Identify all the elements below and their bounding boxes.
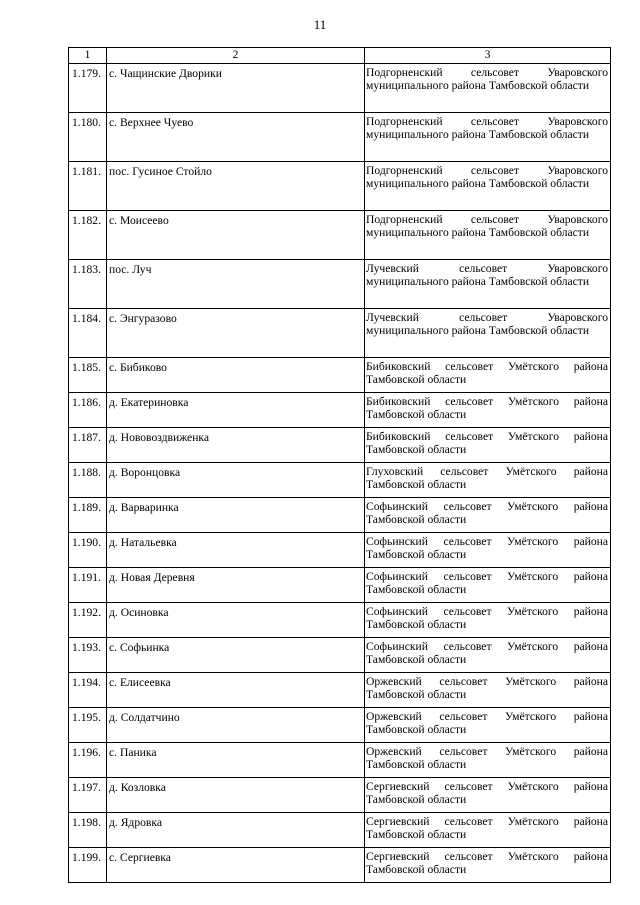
row-number: 1.198. bbox=[69, 813, 107, 848]
municipality-name: Софьинский сельсовет Умётского района Тамбовской области bbox=[365, 638, 611, 673]
municipality-name: Софьинский сельсовет Умётского района Тамбовской области bbox=[365, 533, 611, 568]
row-number: 1.196. bbox=[69, 743, 107, 778]
row-number: 1.180. bbox=[69, 113, 107, 162]
municipality-name: Сергиевский сельсовет Умётского района Тамбовской области bbox=[365, 848, 611, 883]
settlement-name: с. Софьинка bbox=[107, 638, 365, 673]
table-row bbox=[69, 638, 611, 673]
municipality-name: Подгорненский сельсовет Уваровского муниципального района Тамбовской области bbox=[365, 64, 611, 113]
municipality-name: Подгорненский сельсовет Уваровского муниципального района Тамбовской области bbox=[365, 162, 611, 211]
settlement-name: пос. Луч bbox=[107, 260, 365, 309]
settlement-name: с. Бибиково bbox=[107, 358, 365, 393]
settlement-name: д. Ядровка bbox=[107, 813, 365, 848]
table-row bbox=[69, 498, 611, 533]
municipality-name: Оржевский сельсовет Умётского района Тамбовской области bbox=[365, 673, 611, 708]
municipality-name: Сергиевский сельсовет Умётского района Тамбовской области bbox=[365, 778, 611, 813]
table-row bbox=[69, 393, 611, 428]
row-number: 1.194. bbox=[69, 673, 107, 708]
row-number: 1.195. bbox=[69, 708, 107, 743]
settlement-name: с. Верхнее Чуево bbox=[107, 113, 365, 162]
table-row bbox=[69, 211, 611, 260]
table-row bbox=[69, 113, 611, 162]
settlement-name: с. Моисеево bbox=[107, 211, 365, 260]
municipality-name: Бибиковский сельсовет Умётского района Тамбовской области bbox=[365, 428, 611, 463]
row-number: 1.179. bbox=[69, 64, 107, 113]
municipality-name: Бибиковский сельсовет Умётского района Тамбовской области bbox=[365, 358, 611, 393]
settlement-name: с. Энгуразово bbox=[107, 309, 365, 358]
table-row bbox=[69, 778, 611, 813]
row-number: 1.192. bbox=[69, 603, 107, 638]
row-number: 1.193. bbox=[69, 638, 107, 673]
row-number: 1.190. bbox=[69, 533, 107, 568]
row-number: 1.197. bbox=[69, 778, 107, 813]
row-number: 1.184. bbox=[69, 309, 107, 358]
row-number: 1.182. bbox=[69, 211, 107, 260]
municipality-name: Глуховский сельсовет Умётского района Тамбовской области bbox=[365, 463, 611, 498]
table-row bbox=[69, 673, 611, 708]
row-number: 1.199. bbox=[69, 848, 107, 883]
table-header-row bbox=[69, 48, 611, 64]
column-header-municipality: 3 bbox=[365, 48, 611, 64]
settlement-name: д. Козловка bbox=[107, 778, 365, 813]
municipality-name: Оржевский сельсовет Умётского района Тамбовской области bbox=[365, 743, 611, 778]
municipality-name: Лучевский сельсовет Уваровского муниципального района Тамбовской области bbox=[365, 309, 611, 358]
row-number: 1.189. bbox=[69, 498, 107, 533]
table-row bbox=[69, 428, 611, 463]
table-row bbox=[69, 463, 611, 498]
settlement-name: с. Сергиевка bbox=[107, 848, 365, 883]
settlement-name: д. Варваринка bbox=[107, 498, 365, 533]
page-number: 11 bbox=[313, 17, 327, 32]
table-row bbox=[69, 162, 611, 211]
settlements-table bbox=[68, 47, 611, 883]
settlement-name: с. Елисеевка bbox=[107, 673, 365, 708]
table-row bbox=[69, 568, 611, 603]
settlement-name: д. Осиновка bbox=[107, 603, 365, 638]
table-row bbox=[69, 64, 611, 113]
municipality-name: Подгорненский сельсовет Уваровского муниципального района Тамбовской области bbox=[365, 113, 611, 162]
settlement-name: д. Екатериновка bbox=[107, 393, 365, 428]
municipality-name: Лучевский сельсовет Уваровского муниципального района Тамбовской области bbox=[365, 260, 611, 309]
row-number: 1.186. bbox=[69, 393, 107, 428]
municipality-name: Софьинский сельсовет Умётского района Тамбовской области bbox=[365, 603, 611, 638]
table-row bbox=[69, 603, 611, 638]
settlement-name: пос. Гусиное Стойло bbox=[107, 162, 365, 211]
settlement-name: с. Чащинские Дворики bbox=[107, 64, 365, 113]
row-number: 1.185. bbox=[69, 358, 107, 393]
settlement-name: с. Паника bbox=[107, 743, 365, 778]
column-header-settlement: 2 bbox=[107, 48, 365, 64]
municipality-name: Подгорненский сельсовет Уваровского муниципального района Тамбовской области bbox=[365, 211, 611, 260]
table-row bbox=[69, 743, 611, 778]
row-number: 1.191. bbox=[69, 568, 107, 603]
row-number: 1.181. bbox=[69, 162, 107, 211]
municipality-name: Сергиевский сельсовет Умётского района Тамбовской области bbox=[365, 813, 611, 848]
table-row bbox=[69, 708, 611, 743]
municipality-name: Оржевский сельсовет Умётского района Тамбовской области bbox=[365, 708, 611, 743]
column-header-number: 1 bbox=[69, 48, 107, 64]
settlement-name: д. Натальевка bbox=[107, 533, 365, 568]
table-row bbox=[69, 848, 611, 883]
table-row bbox=[69, 309, 611, 358]
row-number: 1.183. bbox=[69, 260, 107, 309]
table-row bbox=[69, 533, 611, 568]
table-row bbox=[69, 260, 611, 309]
settlement-name: д. Солдатчино bbox=[107, 708, 365, 743]
row-number: 1.187. bbox=[69, 428, 107, 463]
row-number: 1.188. bbox=[69, 463, 107, 498]
table-row bbox=[69, 813, 611, 848]
municipality-name: Софьинский сельсовет Умётского района Тамбовской области bbox=[365, 498, 611, 533]
table-row bbox=[69, 358, 611, 393]
municipality-name: Бибиковский сельсовет Умётского района Тамбовской области bbox=[365, 393, 611, 428]
municipality-name: Софьинский сельсовет Умётского района Тамбовской области bbox=[365, 568, 611, 603]
settlement-name: д. Нововоздвиженка bbox=[107, 428, 365, 463]
settlement-name: д. Воронцовка bbox=[107, 463, 365, 498]
settlement-name: д. Новая Деревня bbox=[107, 568, 365, 603]
